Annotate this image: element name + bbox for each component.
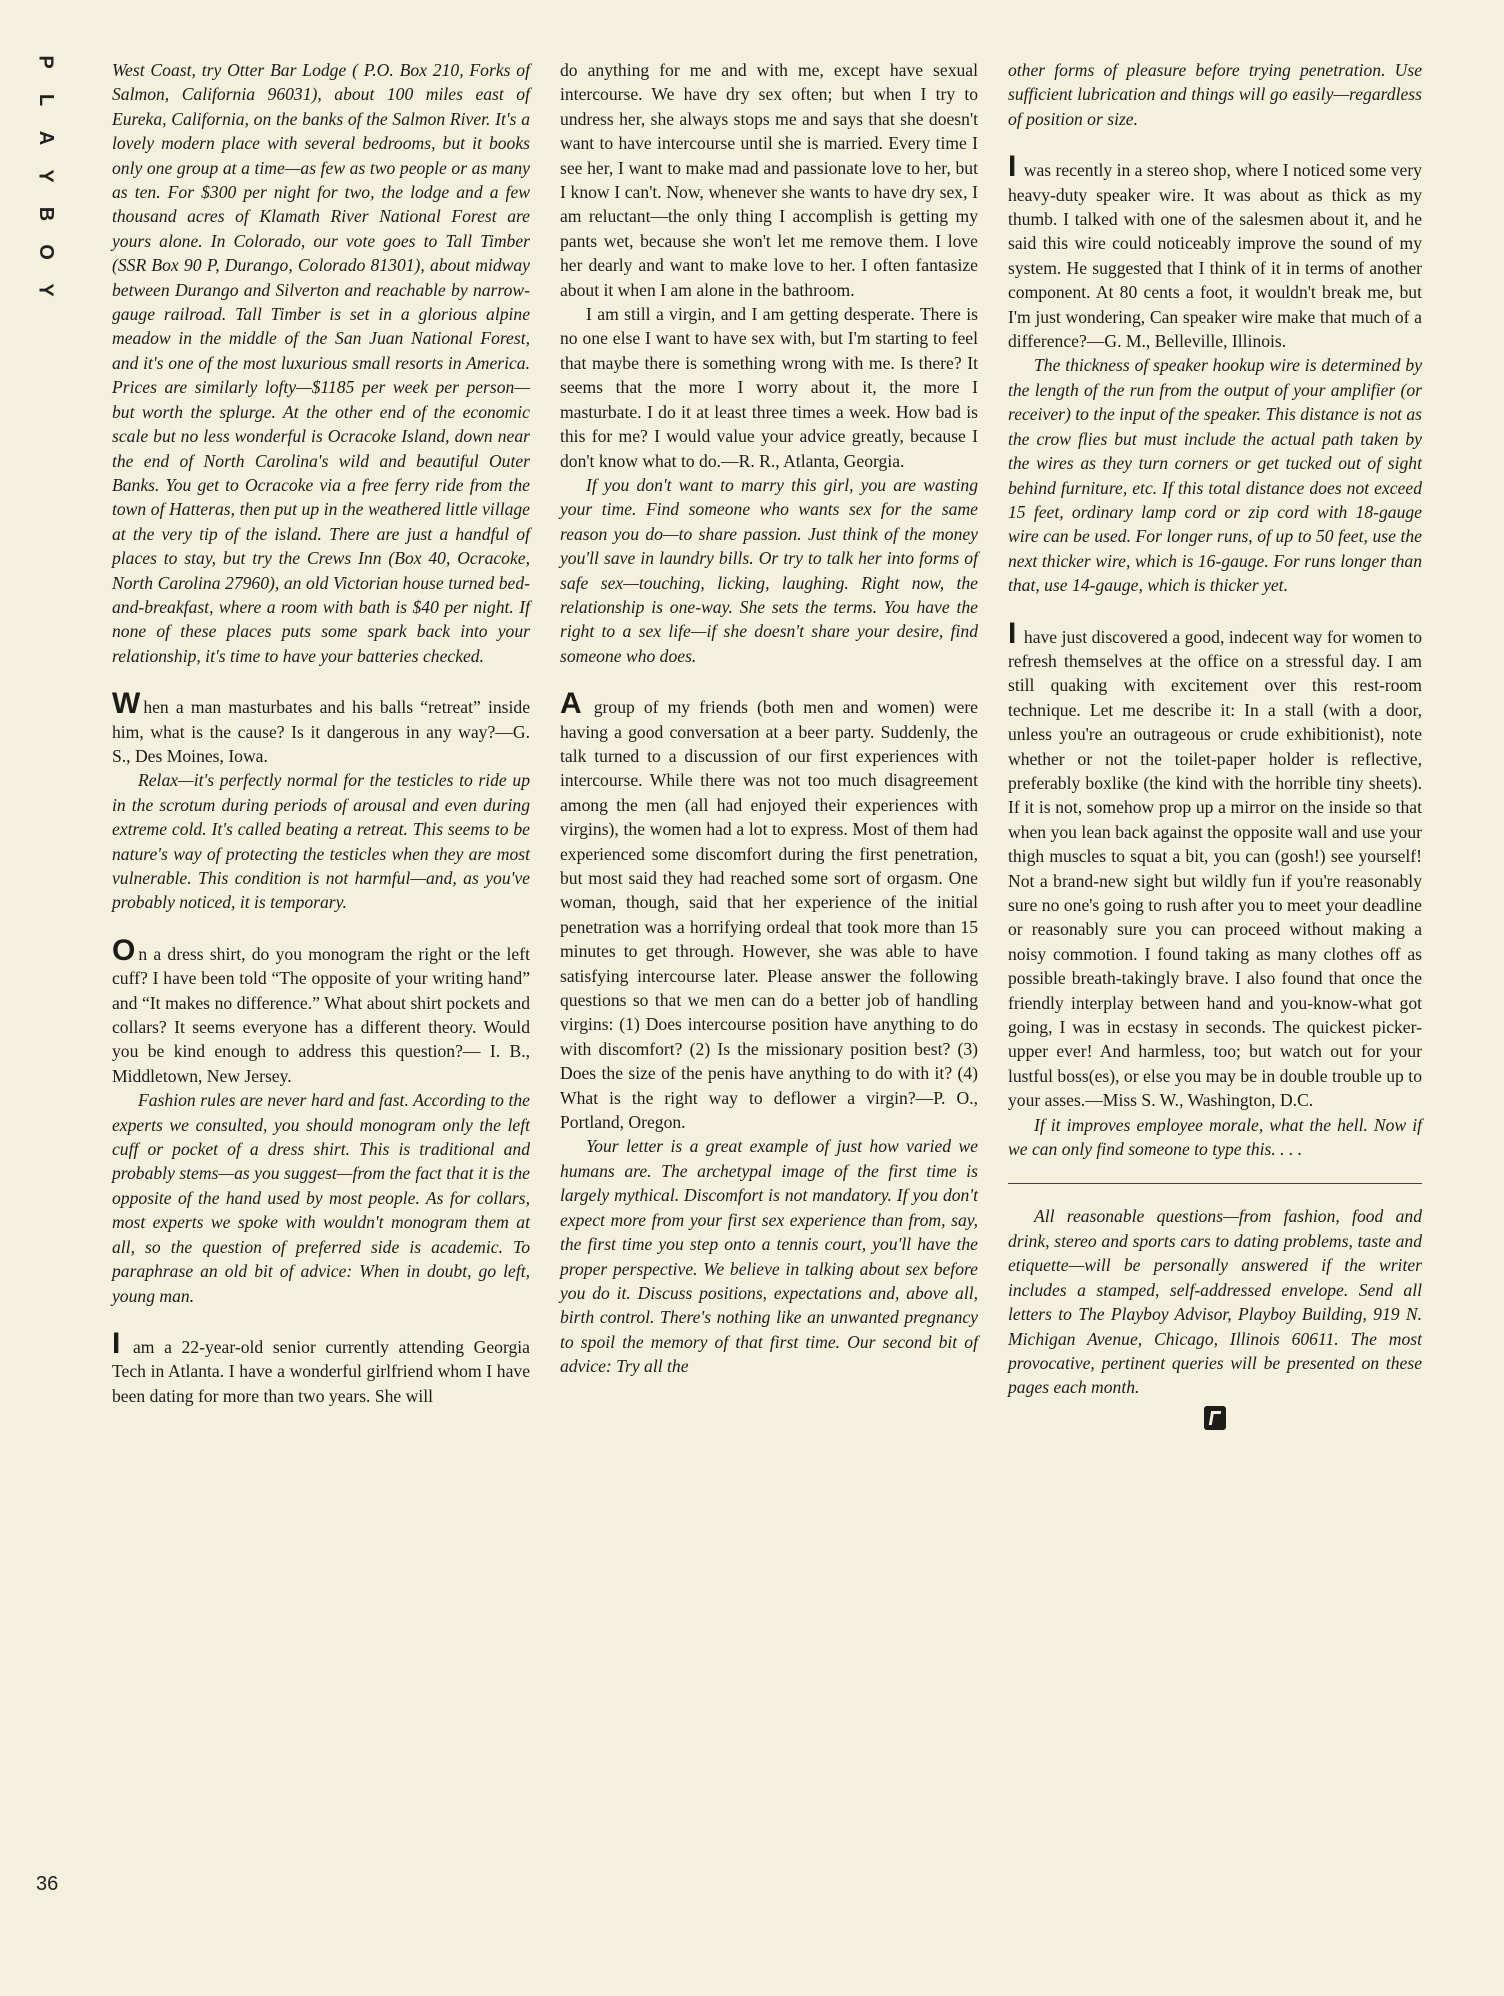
- section-divider: [1008, 1183, 1422, 1184]
- rabbit-end-mark-icon: [1204, 1406, 1226, 1430]
- logo-letter: B: [34, 206, 57, 222]
- answer-paragraph: West Coast, try Otter Bar Lodge ( P.O. Box 210, Forks of Salmon, California 96031), about 100 miles east of Eureka, California, on the banks of the Salmon River. It's a lovely modern place with several bedrooms, but it books only one group at a time—as few as two people or as many as ten. For $300 per night for two, the lodge and a few thousand acres of Klamath River National Forest are yours alone. In Colorado, our vote goes to Tall Timber (SSR Box 90 P, Durango, Colorado 81301), about midway between Durango and Silverton and reachable by narrow-gauge railroad. Tall Timber is set in a glorious alpine meadow in the middle of the San Juan National Forest, and it's one of the most luxurious small resorts in America. Prices are similarly lofty—$1185 per week per person—but worth the splurge. At the other end of the economic scale but no less wonderful is Ocracoke Island, down near the end of North Carolina's wild and beautiful Outer Banks. You get to Ocracoke via a free ferry ride from the town of Hatteras, then put up in the weathered little village at the very tip of the island. There are just a handful of places to stay, but try the Crews Inn (Box 40, Ocracoke, North Carolina 27960), an old Victorian house turned bed-and-breakfast, where a room with bath is $40 per night. If none of these places puts some spark back into your relationship, it's time to have your batteries checked.: [112, 60, 530, 666]
- question-paragraph: [112, 1326, 530, 1408]
- drop-cap: I: [1008, 150, 1017, 184]
- question-text: am a 22-year-old senior currently attending Georgia Tech in Atlanta. I have a wonderful girlfriend whom I have been dating for more than two years. She will: [112, 1336, 530, 1406]
- question-paragraph: do anything for me and with me, except have sexual intercourse. We have dry sex often; but when I try to undress her, she always stops me and says that she doesn't want to have intercourse until she is married. Every time I see her, I want to make mad and passionate love to her, but I know I can't. Now, whenever she wants to have dry sex, I am reluctant—the only thing I accomplish is getting my pants wet, because she won't let me remove them. I love her dearly and want to make love to her. I often fantasize about it when I am alone in the bathroom.: [560, 60, 978, 300]
- question-text: have just discovered a good, indecent way for women to refresh themselves at the office on a stressful day. I am still quaking with excitement over this rest-room technique. Let me describe it: In a stall (with a door, unless you're an outrageous or crude exhibitionist), note whether or not the toilet-paper holder is reflective, preferably boxlike (the kind with the horrible tiny sheets). If it is not, somehow prop up a mirror on the inside so that when you lean back against the opposite wall and use your thigh muscles to squat a bit, you can (gosh!) see yourself! Not a brand-new sight but wildly fun if you're reasonably sure no one's going to rush after you to meet your deadline or reasonably sure you can proceed without making a noisy commotion. I found taking as many clothes off as possible breath-takingly brave. I also found that once the friendly interplay between hand and you-know-what got going, I was in ecstasy in seconds. The quickest picker-upper ever! And harmless, too; but watch out for your lustful boss(es), or else you may be in double trouble up to your asses.—Miss S. W., Washington, D.C.: [1008, 626, 1423, 1111]
- column-1: [112, 58, 530, 1408]
- column-2: [560, 58, 978, 1379]
- logo-letter: A: [34, 130, 57, 146]
- magazine-vertical-logo: [32, 52, 60, 300]
- answer-paragraph: If you don't want to marry this girl, you are wasting your time. Find someone who wants sex for the same reason you do—to share passion. Just think of the money you'll save in laundry bills. Or try to talk her into forms of safe sex—touching, licking, laughing. Right now, the relationship is one-way. She sets the terms. You have the right to a sex life—if she doesn't share your desire, find someone who does.: [560, 474, 978, 666]
- drop-cap: I: [112, 1326, 121, 1360]
- question-paragraph: [112, 933, 530, 1088]
- question-text: group of my friends (both men and women) were having a good conversation at a beer party. Suddenly, the talk turned to a discussion of our first experiences with intercourse. While there was not too much disagreement among the men (all had enjoyed their experiences with virgins), the women had a lot to express. Most of them had experienced some discomfort during the first penetration, but most said they had reached some sort of orgasm. One woman, though, said that her experience of the initial penetration was a horrifying ordeal that took more than 15 minutes to get through. However, she was able to have satisfying intercourse later. Please answer the following questions so that we men can do a better job of handling virgins: (1) Does intercourse position have anything to do with discomfort? (2) Is the missionary position best? (3) Does the size of the penis have anything to do with it? (4) What is the right way to deflower a virgin?—P. O., Portland, Oregon.: [560, 697, 978, 1133]
- answer-paragraph: Your letter is a great example of just how varied we humans are. The archetypal image of the first time is largely mythical. Discomfort is not mandatory. If you don't expect more from your first sex experience than from, say, the first time you step onto a tennis court, you'll have the proper perspective. We believe in talking about sex before you do it. Discuss positions, expectations and, above all, birth control. There's nothing like an unwanted pregnancy to spoil the memory of that first time. Our second bit of advice: Try all the: [560, 1136, 978, 1377]
- question-paragraph: [112, 687, 530, 768]
- answer-paragraph: If it improves employee morale, what the hell. Now if we can only find someone to type this. . . .: [1008, 1114, 1422, 1160]
- drop-cap: I: [1008, 616, 1017, 650]
- question-paragraph: [1008, 616, 1423, 1113]
- answer-paragraph: Relax—it's perfectly normal for the testicles to ride up in the scrotum during periods of arousal and even during extreme cold. It's called beating a retreat. This seems to be nature's way of protecting the testicles when they are most vulnerable. This condition is not harmful—and, as you've probably noticed, it is temporary.: [112, 770, 530, 913]
- logo-letter: P: [35, 55, 57, 69]
- drop-cap: W: [112, 687, 141, 721]
- answer-paragraph: Fashion rules are never hard and fast. According to the experts we consulted, you should monogram only the left cuff or pocket of a dress shirt. This is traditional and probably stems—as you suggest—from the fact that it is the opposite of the hand used by most people. As for collars, most experts we spoke with wouldn't monogram them at all, so the question of preferred side is academic. To paraphrase an old bit of advice: When in doubt, go left, young man.: [112, 1090, 530, 1306]
- question-text: n a dress shirt, do you monogram the right or the left cuff? I have been told “The opposite of your writing hand” and “It makes no difference.” What about shirt pockets and collars? It seems everyone has a different theory. Would you be kind enough to address this question?— I. B., Middletown, New Jersey.: [112, 943, 530, 1086]
- question-paragraph: [1008, 150, 1422, 353]
- question-paragraph: I am still a virgin, and I am getting desperate. There is no one else I want to have sex with, but I'm starting to feel that maybe there is something wrong with me. Is there? It seems that the more I worry about it, the more I masturbate. I do it at least three times a week. How bad is this for me? I would value your advice greatly, because I don't know what to do.—R. R., Atlanta, Georgia.: [560, 304, 978, 471]
- logo-letter: L: [35, 93, 57, 107]
- logo-letter: O: [35, 244, 57, 260]
- question-text: hen a man masturbates and his balls “retreat” inside him, what is the cause? Is it dangerous in any way?—G. S., Des Moines, Iowa.: [112, 697, 530, 766]
- page-number: 36: [36, 1873, 59, 1895]
- question-paragraph: [560, 687, 978, 1134]
- logo-letter: Y: [35, 283, 57, 297]
- logo-letter: Y: [35, 169, 57, 183]
- answer-paragraph: The thickness of speaker hookup wire is determined by the length of the run from the output of your amplifier (or receiver) to the input of the speaker. This distance is not as the crow flies but must include the actual path taken by the wires as they turn corners or get tucked out of sight behind furniture, etc. If this total distance does not exceed 15 feet, ordinary lamp cord or zip cord with 18-gauge wire can be used. For longer runs, of up to 50 feet, use the next thicker wire, which is 16-gauge. For runs longer than that, use 14-gauge, which is thicker yet.: [1008, 355, 1422, 596]
- column-3: [1008, 58, 1422, 1430]
- answer-paragraph: other forms of pleasure before trying penetration. Use sufficient lubrication and things will go easily—regardless of position or size.: [1008, 60, 1422, 129]
- question-text: was recently in a stereo shop, where I noticed some very heavy-duty speaker wire. It was about as thick as my thumb. I talked with one of the salesmen about it, and he said this wire could noticeably improve the sound of my system. He suggested that I think of it in terms of another component. At 80 cents a foot, it wouldn't break me, but I'm just wondering, Can speaker wire make that much of a difference?—G. M., Belleville, Illinois.: [1008, 160, 1422, 352]
- advisor-footer-note: All reasonable questions—from fashion, food and drink, stereo and sports cars to dating problems, taste and etiquette—will be personally answered if the writer includes a stamped, self-addressed envelope. Send all letters to The Playboy Advisor, Playboy Building, 919 N. Michigan Avenue, Chicago, Illinois 60611. The most provocative, pertinent queries will be presented on these pages each month.: [1008, 1206, 1422, 1398]
- drop-cap: O: [112, 933, 136, 967]
- drop-cap: A: [560, 687, 582, 721]
